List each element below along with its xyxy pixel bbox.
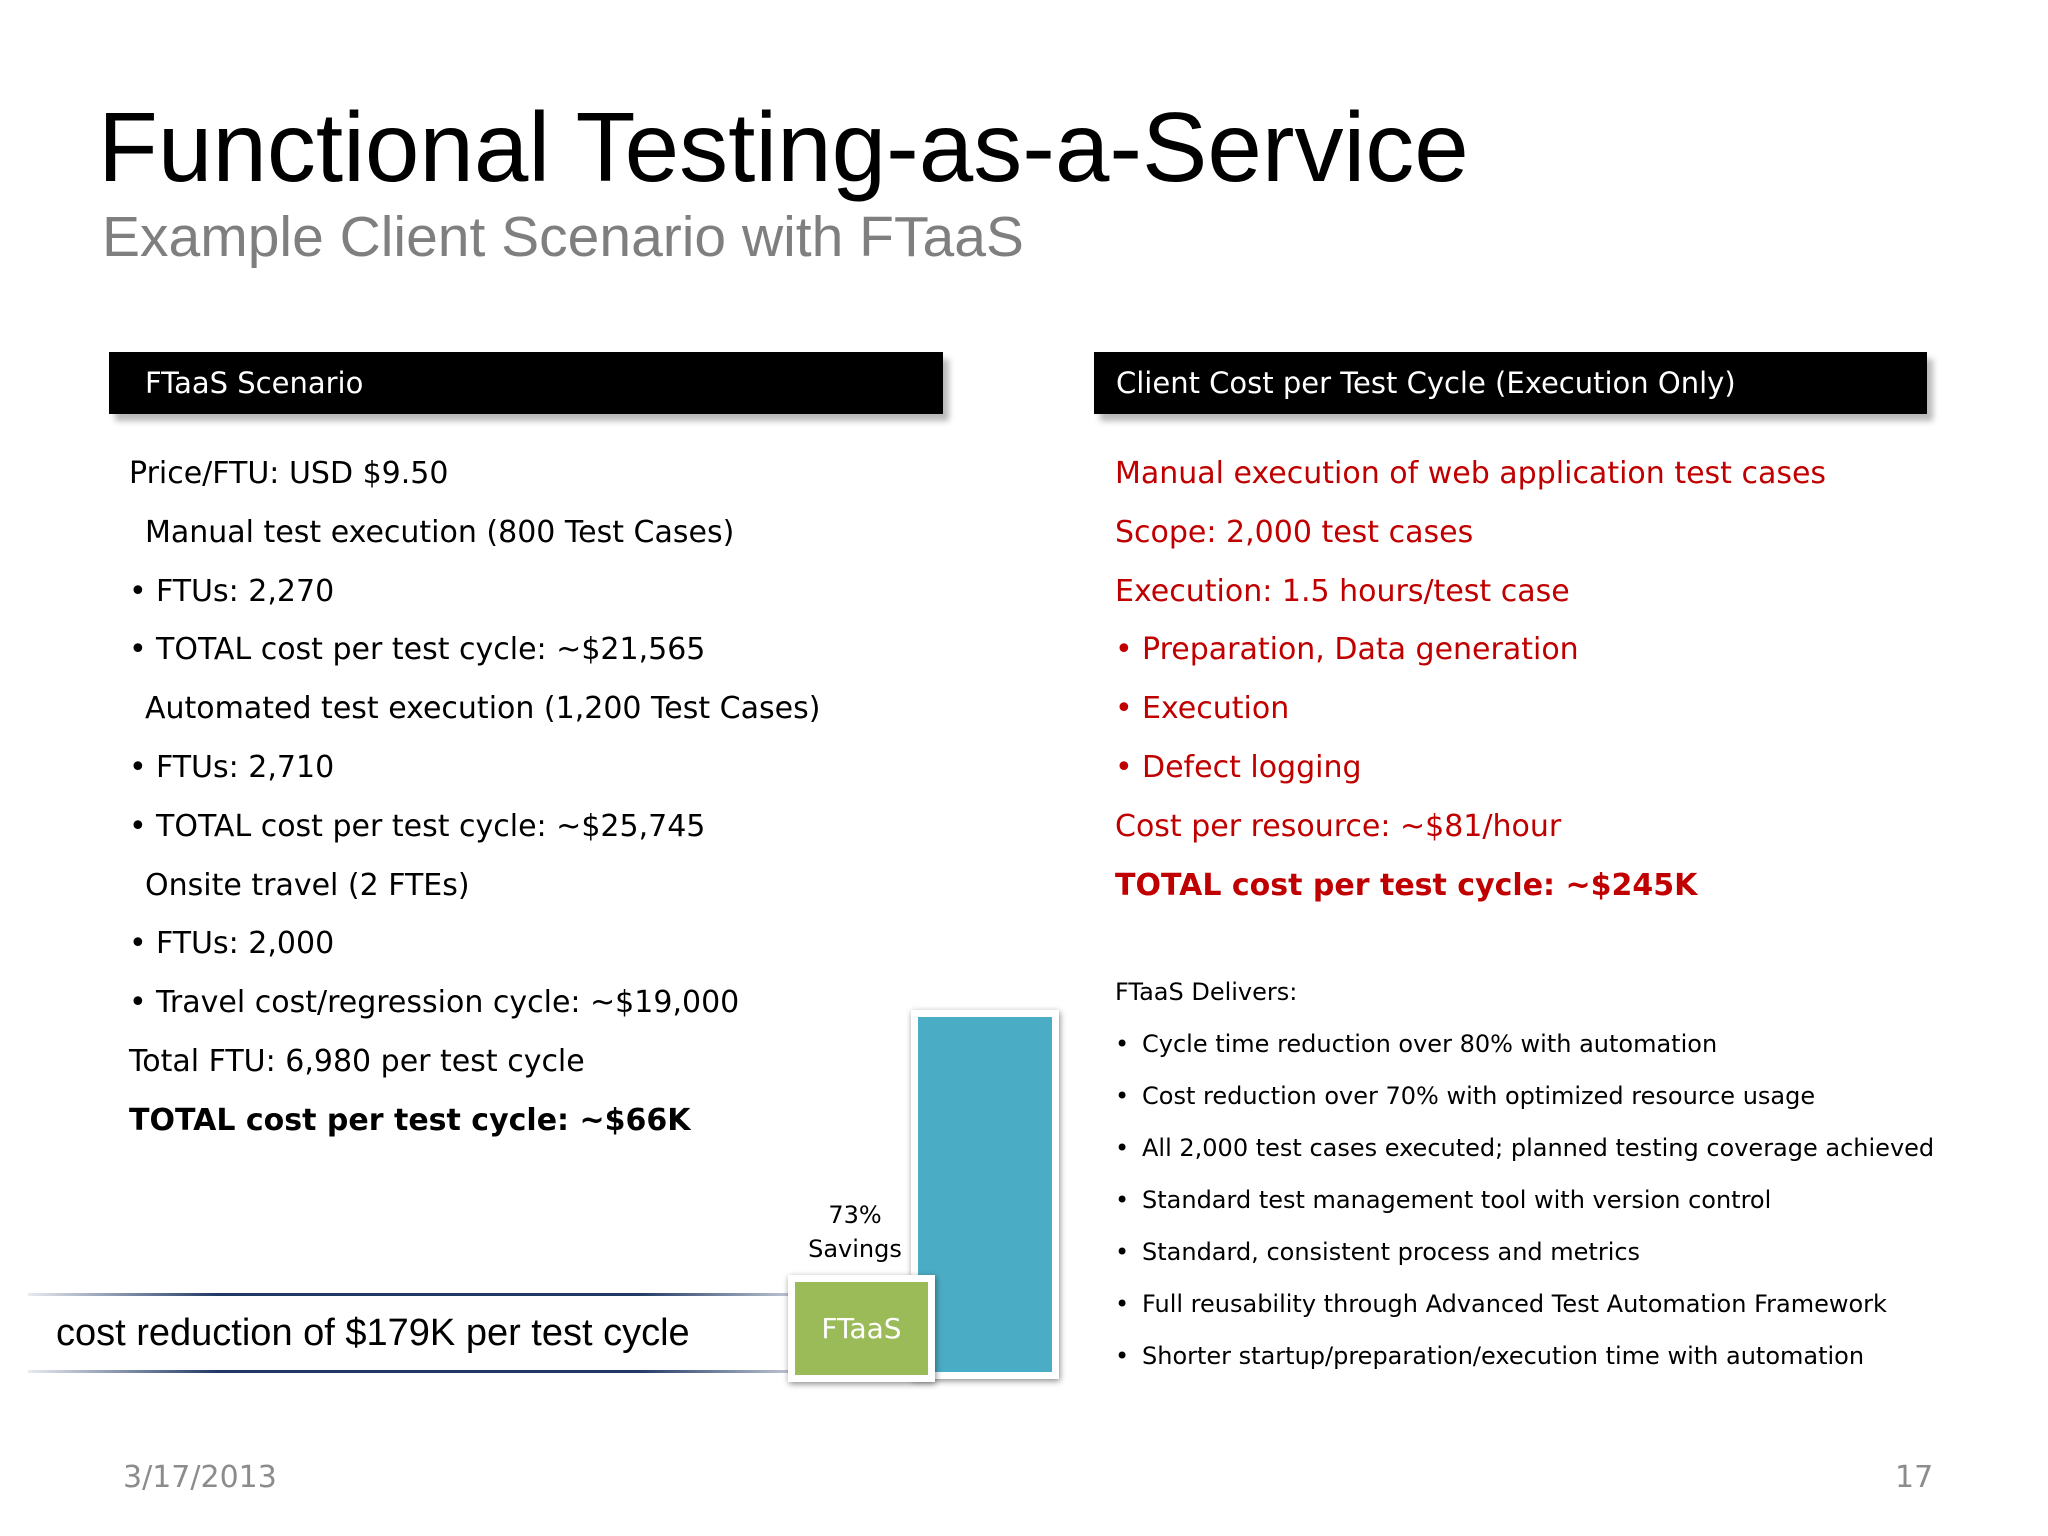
list-item: Total FTU: 6,980 per test cycle: [129, 1043, 585, 1079]
ftaas-bar: FTaaS: [788, 1275, 935, 1382]
list-item: • Travel cost/regression cycle: ~$19,000: [129, 974, 820, 1033]
page-number: 17: [1895, 1460, 1934, 1495]
list-item: • Cycle time reduction over 80% with automation: [1115, 1023, 1934, 1075]
list-item: Manual execution of web application test cases: [1115, 456, 1827, 491]
list-item: • Defect logging: [1115, 739, 1826, 798]
list-item: Cost per resource: ~$81/hour: [1115, 808, 1562, 844]
list-item: • Standard test management tool with version control: [1115, 1179, 1934, 1231]
slide-subtitle: Example Client Scenario with FTaaS: [102, 205, 1024, 269]
savings-percent: 73%: [828, 1201, 882, 1229]
list-item: Manual test execution (800 Test Cases): [145, 514, 735, 550]
list-item: • TOTAL cost per test cycle: ~$21,565: [129, 621, 820, 680]
ftaas-scenario-list: [129, 445, 820, 1151]
list-item: • FTUs: 2,000: [129, 915, 820, 974]
client-cost-header: Client Cost per Test Cycle (Execution Only): [1094, 352, 1927, 414]
savings-label: [790, 1198, 920, 1266]
list-item: TOTAL cost per test cycle: ~$245K: [1115, 867, 1698, 903]
ftaas-scenario-header: FTaaS Scenario: [109, 352, 943, 414]
list-item: • Standard, consistent process and metrics: [1115, 1231, 1934, 1283]
list-item: Price/FTU: USD $9.50: [129, 456, 449, 491]
list-item: • All 2,000 test cases executed; planned testing coverage achieved: [1115, 1127, 1934, 1179]
list-item: • Execution: [1115, 680, 1826, 739]
list-item: Scope: 2,000 test cases: [1115, 514, 1474, 550]
list-item: Execution: 1.5 hours/test case: [1115, 573, 1570, 609]
ftaas-delivers-list: [1115, 1023, 1934, 1387]
cost-reduction-text: cost reduction of $179K per test cycle: [56, 1312, 690, 1354]
list-item: • Cost reduction over 70% with optimized resource usage: [1115, 1075, 1934, 1127]
list-item: TOTAL cost per test cycle: ~$66K: [129, 1102, 691, 1138]
savings-text: Savings: [808, 1235, 902, 1263]
list-item: • Shorter startup/preparation/execution time with automation: [1115, 1335, 1934, 1387]
list-item: Onsite travel (2 FTEs): [145, 867, 470, 903]
list-item: • TOTAL cost per test cycle: ~$25,745: [129, 798, 820, 857]
client-cost-list: [1115, 445, 1826, 915]
footer-date: 3/17/2013: [123, 1460, 277, 1495]
cost-reduction-banner: [28, 1293, 788, 1373]
list-item: • FTUs: 2,270: [129, 563, 820, 622]
ftaas-delivers-title: FTaaS Delivers:: [1115, 978, 1298, 1006]
list-item: • Full reusability through Advanced Test Automation Framework: [1115, 1283, 1934, 1335]
list-item: • FTUs: 2,710: [129, 739, 820, 798]
slide-title: Functional Testing-as-a-Service: [98, 92, 1469, 202]
list-item: Automated test execution (1,200 Test Cases): [145, 691, 821, 727]
list-item: • Preparation, Data generation: [1115, 621, 1826, 680]
